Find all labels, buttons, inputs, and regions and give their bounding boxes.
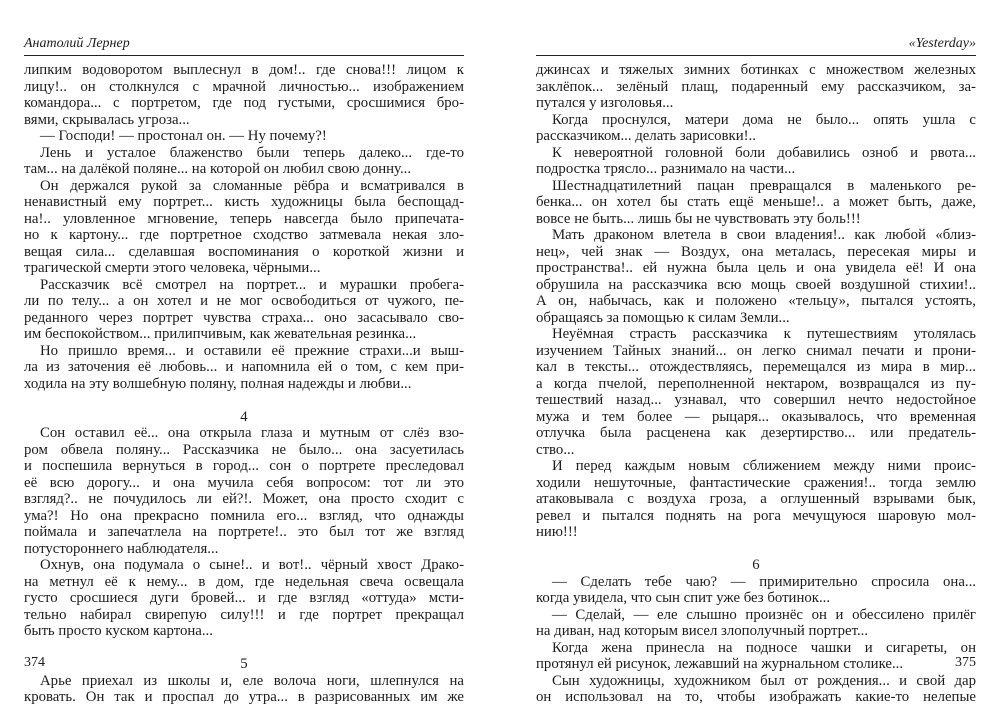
text-line: ходила на эту волшебную поляну, полная надежды и любви... bbox=[24, 375, 412, 392]
text-line: а когда пчелой, переполненной нектаром, возвращался из пу- bbox=[536, 375, 976, 392]
text-line: вями, скрывалась угроза... bbox=[24, 111, 190, 128]
text-line: Но пришло время... и оставили её прежние страхи...и выш- bbox=[40, 342, 464, 359]
text-line: ненавистный ему портрет... кисть художницы была беспощад- bbox=[24, 194, 464, 210]
section-number: 5 bbox=[240, 656, 248, 672]
text-line: К невероятной головной боли добавились озноб и рвота... bbox=[552, 144, 976, 161]
text-line: Охнув, она подумала о сыне!.. и вот!.. чёрный хвост Драко- bbox=[40, 557, 464, 573]
text-line: подростка трясло... разнимало на части... bbox=[536, 161, 796, 177]
right-page bbox=[536, 0, 976, 707]
text-line: взгляд?.. не почудилось ли ей?!. Может, она просто сходит с bbox=[24, 491, 464, 507]
text-line: командора... с портретом, где под густыми, сросшимися бро- bbox=[24, 95, 464, 111]
text-line: Рассказчик всё смотрел на портрет... и мурашки пробега- bbox=[40, 276, 464, 293]
text-line: быть просто куском картона... bbox=[24, 623, 213, 639]
text-line: на метнул её к нему... в дом, где недельная свеча освещала bbox=[24, 573, 464, 590]
text-line: обрушила на рассказчика всю мощь своей воздушной стихии!.. bbox=[536, 276, 976, 293]
text-line: ли по телу... а он хотел и не мог освободиться от чужого, пе- bbox=[24, 293, 464, 309]
text-line: Лень и усталое блаженство были теперь далеко... где-то bbox=[40, 144, 464, 161]
blank-line bbox=[24, 392, 464, 409]
text-line: нец», чей знак — Воздух, она металась, пересекая миры и bbox=[536, 243, 976, 260]
text-line: Когда жена принесла на подносе чашки и сигареты, он bbox=[552, 639, 976, 656]
text-line: на диван, над которым висел злополучный портрет... bbox=[536, 623, 869, 639]
text-line: нию!!! bbox=[536, 524, 578, 540]
text-line: ром обвела поляну... Рассказчика не было... она засуетилась bbox=[24, 441, 464, 458]
text-line: А он, набычась, как и положено «тельцу», пытался устоять, bbox=[536, 293, 976, 309]
left-page-text bbox=[24, 62, 464, 706]
text-line: поймала и запечатлела на портрете!.. это был тот же взгляд bbox=[24, 524, 464, 540]
text-line: кал в тексты... отождествляясь, перемещался из мира в мир... bbox=[536, 359, 976, 375]
text-line: липким водоворотом выплеснул в дом!.. где снова!!! лицом к bbox=[24, 62, 464, 78]
text-line: Он держался рукой за сломанные рёбра и всматривался в bbox=[40, 177, 464, 194]
text-line: тешествий назад... узнавал, что совершил нечто недостойное bbox=[536, 392, 976, 408]
text-line: реданного через портрет чувства страха... оно засасывало сво- bbox=[24, 309, 464, 326]
text-line: ревел и пытался поднять на рога мечущуюся шаровую мол- bbox=[536, 507, 976, 524]
text-line: там... на далёкой поляне... на которой он любил свою донну... bbox=[24, 161, 412, 177]
text-line: отлучка была расценена как дезертирство... или предатель- bbox=[536, 425, 976, 441]
right-page-text bbox=[536, 62, 976, 706]
text-line: когда увидела, что сын спит уже без ботинок... bbox=[536, 590, 831, 606]
running-head-author: Анатолий Лернер bbox=[24, 36, 464, 56]
page-number-right: 375 bbox=[955, 655, 976, 670]
text-line: вовсе не быть... лишь бы не чувствовать эту боль!!! bbox=[536, 210, 861, 227]
text-line: обращаясь за помощью к силам Земли... bbox=[536, 309, 790, 326]
text-line: и поспешила вернуться в город... сон о портрете преследовал bbox=[24, 458, 464, 474]
page-number-left: 374 bbox=[24, 655, 45, 670]
text-line: — Сделай, — еле слышно произнёс он и обессилено прилёг bbox=[552, 606, 976, 623]
text-line: Сон оставил её... она открыла глаза и мутным от слёз взо- bbox=[40, 425, 464, 441]
text-line: её всю дорогу... и она мучила себя вопросом: тот ли это bbox=[24, 474, 464, 491]
text-line: Шестнадцатилетний пацан превращался в маленького ре- bbox=[552, 177, 976, 194]
text-line: — Господи! — простонал он. — Ну почему?! bbox=[40, 128, 327, 144]
section-number: 4 bbox=[240, 408, 248, 425]
text-line: протянул ей рисунок, лежавший на журнальном столике... bbox=[536, 656, 904, 672]
text-line: вещая сила... сделавшая воспоминания о короткой жизни и bbox=[24, 243, 464, 260]
text-line: джинсах и тяжелых зимних ботинках с множеством железных bbox=[536, 62, 976, 78]
text-line: Мать драконом влетела в свои владения!.. как любой «близ- bbox=[552, 227, 976, 243]
running-head-title: «Yesterday» bbox=[536, 36, 976, 56]
text-line: атаковывала с воздуха гроза, а оглушенный взрывами бык, bbox=[536, 491, 976, 507]
text-line: ходили нешуточные, фантастические сражения!.. тогда землю bbox=[536, 474, 976, 491]
left-page bbox=[24, 0, 464, 707]
text-line: изучением Тайных знаний... он легко снимал печати и прони- bbox=[536, 342, 976, 359]
text-line: Когда проснулся, матери дома не было... опять ушла с bbox=[552, 111, 976, 128]
text-line: он использовал на то, чтобы изображать какие-то нелепые bbox=[536, 689, 976, 705]
text-line: путался у изголовья... bbox=[536, 95, 674, 111]
text-line: ство... bbox=[536, 441, 575, 458]
text-line: мужа и тем более — рыцаря... оказывалось, что временная bbox=[536, 408, 976, 425]
blank-line bbox=[24, 640, 464, 657]
text-line: трагической смерти этого человека, чёрными... bbox=[24, 260, 321, 276]
text-line: тельно набирал свирепую силу!!! и где портрет прекращал bbox=[24, 606, 464, 623]
text-line: Неуёмная страсть рассказчика к путешествиям утолялась bbox=[552, 326, 976, 342]
blank-line bbox=[536, 541, 976, 558]
text-line: им беспокойством... прилипчивым, как жевательная резинка... bbox=[24, 326, 417, 342]
text-line: кровать. Он так и проспал до утра... в разрисованных им же bbox=[24, 689, 464, 705]
text-line: густо сросшиеся дуги бровей... и где взгляд «оттуда» мсти- bbox=[24, 590, 464, 606]
text-line: Сын художницы, художником был от рождения... и свой дар bbox=[552, 672, 976, 689]
text-line: И перед каждым новым сближением между ними проис- bbox=[552, 458, 976, 474]
text-line: лицу!.. он столкнулся с мрачной личностью... изображением bbox=[24, 78, 464, 95]
text-line: на!.. уловленное мгновение, теперь навсегда было припечата- bbox=[24, 210, 464, 227]
text-line: заклёпок... зелёный плащ, подаренный ему рассказчиком, за- bbox=[536, 78, 976, 95]
text-line: потустороннего наблюдателя... bbox=[24, 540, 219, 557]
text-line: пространства!.. ей нужна была цель и она увидела её! И она bbox=[536, 260, 976, 276]
text-line: но к картону... где портретное сходство затмевала некая зло- bbox=[24, 227, 464, 243]
text-line: ума?! Но она прекрасно помнила его... взгляд, что однажды bbox=[24, 507, 464, 524]
text-line: Арье приехал из школы и, еле волоча ноги, шлепнулся на bbox=[40, 672, 464, 689]
section-number: 6 bbox=[752, 557, 760, 573]
text-line: — Сделать тебе чаю? — примирительно спросила она... bbox=[552, 573, 976, 590]
text-line: рассказчиком... делать зарисовки!.. bbox=[536, 128, 756, 144]
text-line: бенка... он хотел бы стать ещё меньше!.. а может быть, даже, bbox=[536, 194, 976, 210]
text-line: ла из заточения её любовь... и напомнила ей о том, с кем при- bbox=[24, 359, 464, 375]
